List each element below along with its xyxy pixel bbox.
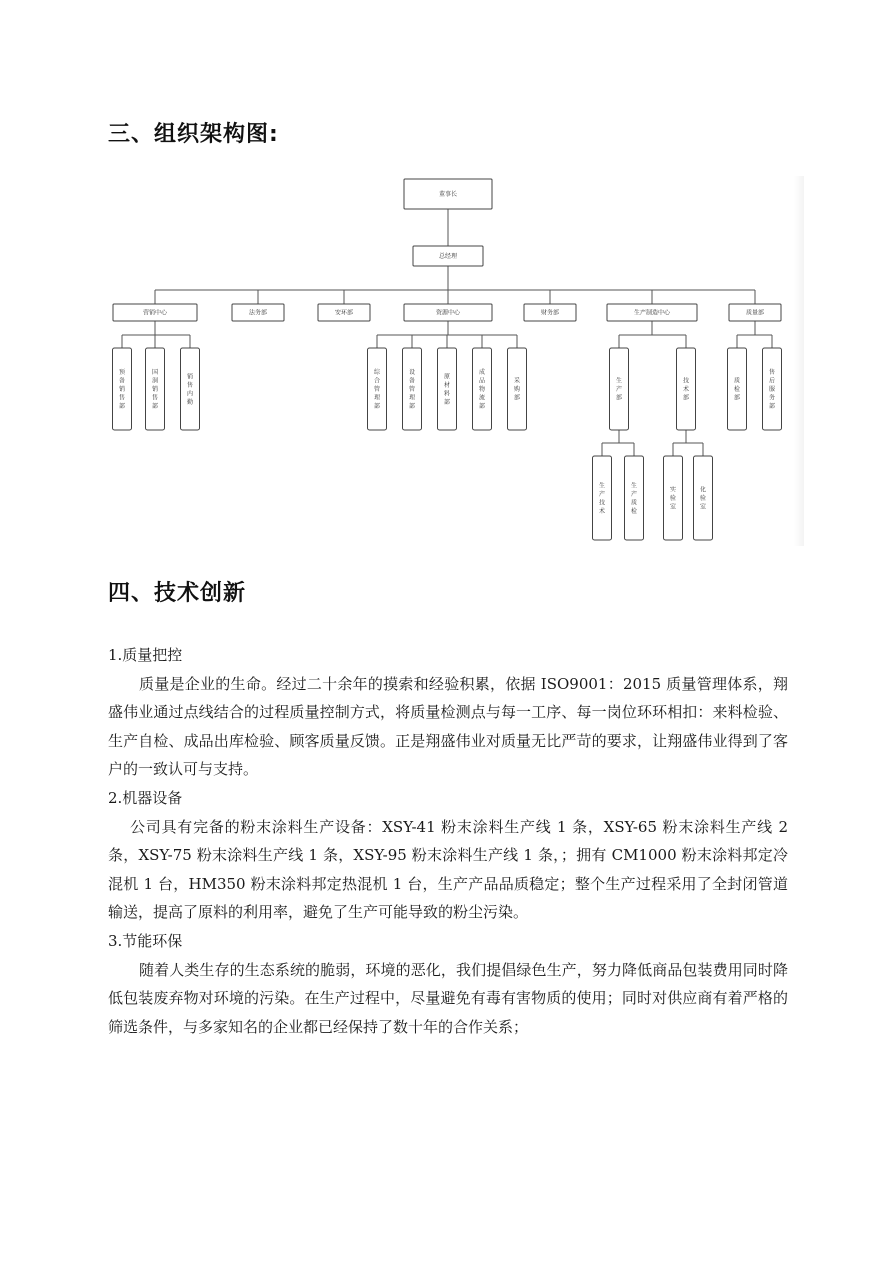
org-unit-5-0-label: 生产部 <box>615 377 623 402</box>
org-unit-6-1-label: 售后服务部 <box>768 369 776 410</box>
org-subunit-1-1-label: 化验室 <box>699 486 707 511</box>
org-unit-3-0-label: 综合管理部 <box>373 369 381 410</box>
org-unit-3-4-label: 采购部 <box>513 377 521 402</box>
org-chart <box>0 0 892 600</box>
body-text <box>108 641 788 1041</box>
org-dept-4-label: 财务部 <box>540 309 560 317</box>
item-label-quality: 1.质量把控 <box>108 646 183 664</box>
paragraph-environment: 随着人类生存的生态系统的脆弱，环境的恶化，我们提倡绿色生产，努力降低商品包装费用同时降低包装废弃物对环境的污染。在生产过程中，尽量避免有毒有害物质的使用；同时对供应商有着严格的筛选条件，与多家知名的企业都已经保持了数十年的合作关系； <box>108 960 788 1036</box>
org-dept-3-label: 资源中心 <box>435 309 461 317</box>
org-subunit-0-0-box <box>593 456 612 540</box>
org-unit-0-0-label: 预备销售部 <box>118 369 126 410</box>
org-subunit-1-0-label: 实验室 <box>669 486 677 511</box>
org-dept-6-label: 质量部 <box>745 309 765 317</box>
item-label-environment: 3.节能环保 <box>108 931 183 950</box>
org-unit-0-2-label: 销售内勤 <box>186 373 194 406</box>
paragraph-quality: 质量是企业的生命。经过二十余年的摸索和经验积累，依据 ISO9001：2015 质量管理体系，翔盛伟业通过点线结合的过程质量控制方式，将质量检测点与每一工序、每一岗位环环相扣：来料检验、生产自检、成品出库检验、顾客质量反馈。正是翔盛伟业对质量无比严苛的要求，让翔盛伟业得到了客户的一致认可与支持。 <box>108 674 788 779</box>
org-unit-3-1-label: 设备管理部 <box>408 369 416 410</box>
org-unit-3-3-label: 成品物流部 <box>478 369 486 410</box>
org-subunit-0-1-box <box>625 456 644 540</box>
org-unit-3-2-label: 原材料部 <box>443 373 451 406</box>
org-unit-3-2-box <box>438 348 457 430</box>
org-unit-5-1-label: 技术部 <box>682 377 690 402</box>
org-general-manager-label: 总经理 <box>438 253 458 260</box>
paragraph-equipment: 公司具有完备的粉末涂料生产设备：XSY-41 粉末涂料生产线 1 条，XSY-65 粉末涂料生产线 2 条，XSY-75 粉末涂料生产线 1 条，XSY-95 粉末涂料生产线 1 条，；拥有 CM1000 粉末涂料邦定冷混机 1 台，HM350 粉末涂料邦定热混机 1 台，生产产品品质稳定；整个生产过程采用了全封闭管道输送，提高了原料的利用率，避免了生产可能导致的粉尘污染。 <box>108 817 788 922</box>
org-dept-1-label: 法务部 <box>248 309 268 317</box>
org-dept-2-label: 安环部 <box>334 309 354 317</box>
org-dept-5-label: 生产制造中心 <box>633 309 671 317</box>
org-unit-6-0-label: 质检部 <box>733 377 741 402</box>
org-chairman-label: 董事长 <box>438 191 458 198</box>
org-subunit-0-1-label: 生产质检 <box>630 482 638 515</box>
org-unit-0-2-box <box>181 348 200 430</box>
section-heading-org-chart: 三、组织架构图: <box>108 122 279 147</box>
org-subunit-0-0-label: 生产技术 <box>598 482 606 515</box>
item-label-equipment: 2.机器设备 <box>108 788 183 807</box>
org-unit-0-1-label: 国洞销售部 <box>151 369 159 410</box>
org-dept-0-label: 营销中心 <box>142 309 168 317</box>
section-heading-innovation: 四、技术创新 <box>108 581 247 606</box>
